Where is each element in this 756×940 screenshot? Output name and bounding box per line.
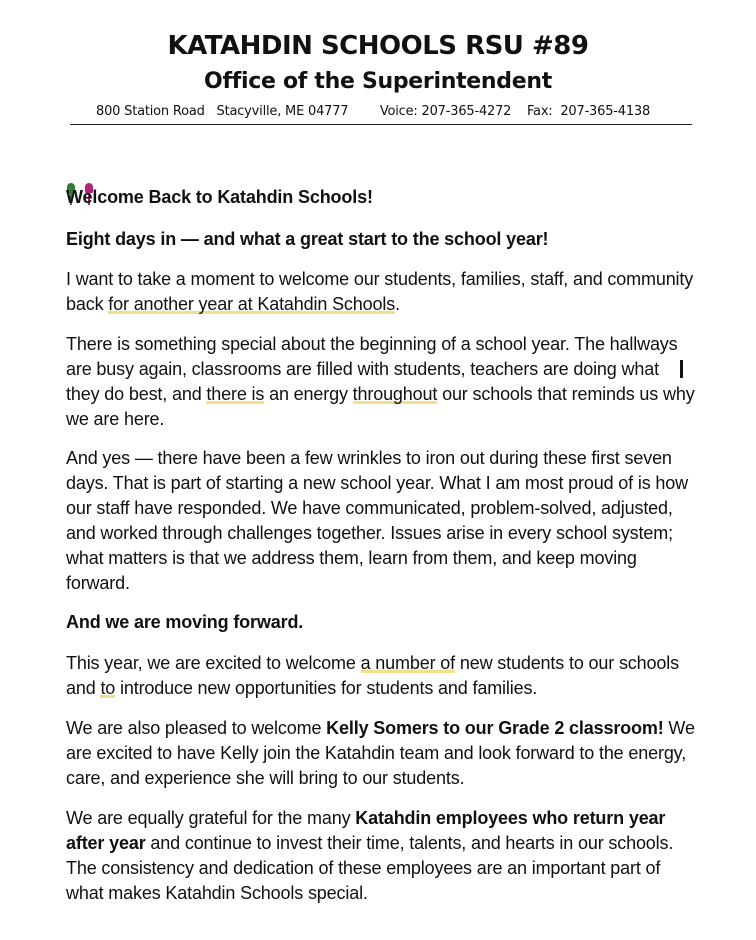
greeting-heading <box>66 185 696 210</box>
suggested-edit-highlight[interactable]: there is <box>206 384 265 404</box>
contact-line: 800 Station Road Stacyville, ME 04777 Voice: 207-365-4272 Fax: 207-365-4138 <box>96 104 651 119</box>
paragraph-welcome: I want to take a moment to welcome our students, families, staff, and community back for another year at Katahdin Schools. <box>66 269 694 314</box>
suggested-edit-highlight[interactable]: for another year at Katahdin Schools <box>108 294 396 314</box>
paragraph-kelly-somers: We are also pleased to welcome Kelly Somers to our Grade 2 classroom! We are excited to have Kelly join the Katahdin team and look forward to the energy, care, and experience she will bring to our students. <box>66 718 695 788</box>
greeting-rest: elcome Back to Katahdin Schools! <box>82 187 373 207</box>
paragraph-wrinkles: And yes — there have been a few wrinkles to iron out during these first seven days. That is part of starting a new school year. What I am most proud of is how our staff have responded. We have communicated, problem-solved, adjusted, and worked through challenges together. Issues arise in every school system; what matters is that we address them, learn from them, and keep moving forward. <box>66 448 688 593</box>
greeting-first-letter: W <box>66 187 83 207</box>
office-subtitle: Office of the Superintendent <box>204 69 552 94</box>
suggested-edit-highlight[interactable]: to <box>100 678 116 698</box>
suggested-edit-highlight[interactable]: a number of <box>360 653 455 673</box>
text-cursor <box>680 360 683 378</box>
moving-forward-heading: And we are moving forward. <box>66 612 304 632</box>
letterhead-divider <box>70 124 692 125</box>
district-title: KATAHDIN SCHOOLS RSU #89 <box>167 31 589 61</box>
suggested-edit-highlight[interactable]: throughout <box>352 384 438 404</box>
tagline-heading: Eight days in — and what a great start to the school year! <box>66 229 549 249</box>
paragraph-beginning: There is something special about the beginning of a school year. The hallways are busy again, classrooms are filled with students, teachers are doing what they do best, and there is an energy throughout our schools that reminds us why we are here. <box>66 334 695 429</box>
paragraph-returning-employees: We are equally grateful for the many Katahdin employees who return year after year and continue to invest their time, talents, and hearts in our schools. The consistency and dedication of these employees are an important part of what makes Katahdin Schools special. <box>66 808 674 903</box>
paragraph-new-students: This year, we are excited to welcome a number of new students to our schools and to introduce new opportunities for students and families. <box>66 653 679 698</box>
